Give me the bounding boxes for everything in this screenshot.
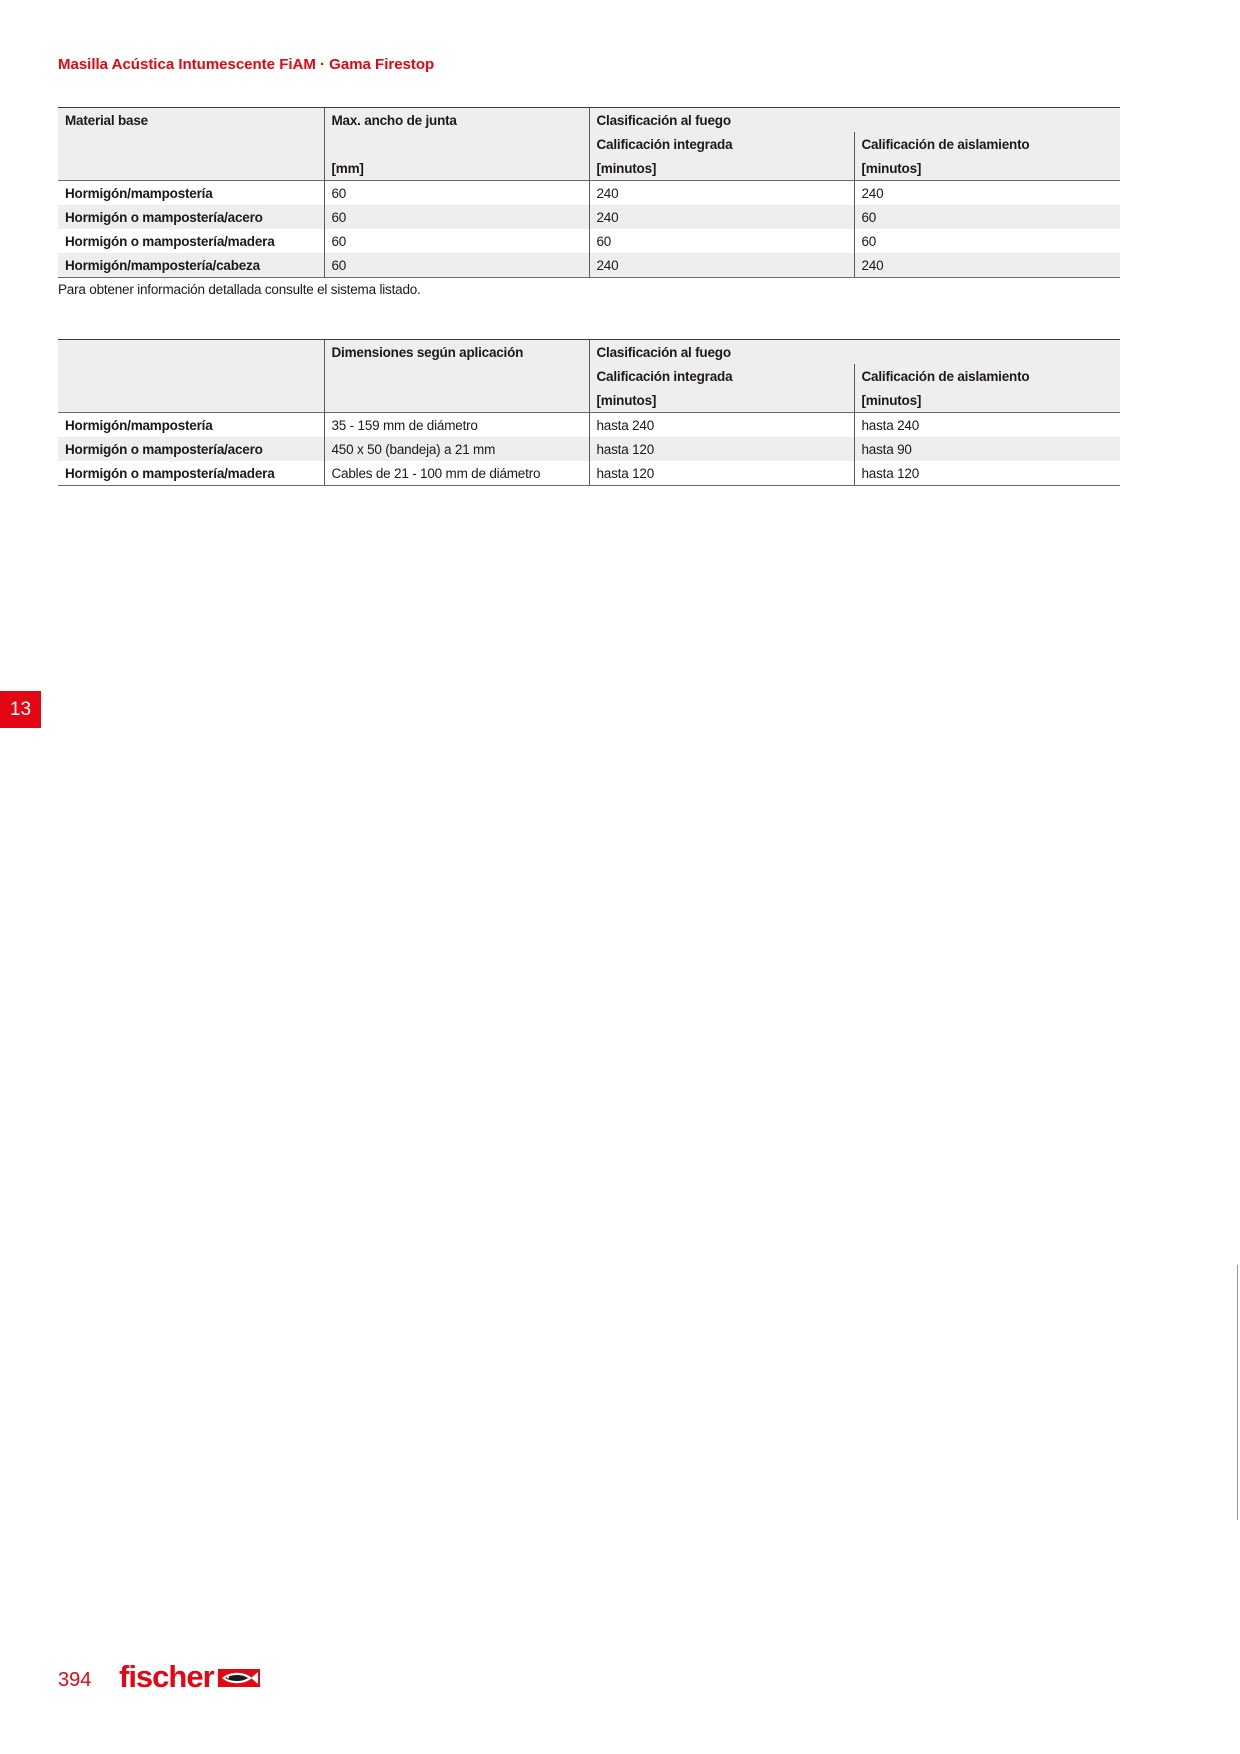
fischer-fish-logo-icon bbox=[218, 1669, 260, 1692]
cell-integrated: hasta 120 bbox=[589, 461, 854, 486]
header-spacer bbox=[58, 156, 324, 181]
cell-material: Hormigón/mampostería bbox=[65, 417, 213, 433]
table-row bbox=[58, 205, 1120, 229]
header-spacer bbox=[58, 364, 324, 388]
table-row bbox=[58, 437, 1120, 461]
cell-integrated: 240 bbox=[589, 253, 854, 278]
column-unit-mm: [mm] bbox=[324, 156, 589, 181]
cell-insulation: 240 bbox=[854, 253, 1120, 278]
header-spacer bbox=[324, 364, 589, 388]
column-header-max-width: Max. ancho de junta bbox=[324, 108, 589, 133]
cell-integrated: 240 bbox=[589, 181, 854, 206]
column-unit-minutes: [minutos] bbox=[854, 156, 1120, 181]
column-group-fire-classification: Clasificación al fuego bbox=[589, 108, 1120, 133]
header-spacer bbox=[58, 388, 324, 413]
column-group-fire-classification: Clasificación al fuego bbox=[589, 340, 1120, 365]
table-row bbox=[58, 413, 1120, 438]
cell-integrated: hasta 120 bbox=[589, 437, 854, 461]
cell-material: Hormigón o mampostería/acero bbox=[58, 437, 324, 461]
cell-dimensions: 450 x 50 (bandeja) a 21 mm bbox=[324, 437, 589, 461]
cell-material: Hormigón o mampostería/acero bbox=[58, 205, 324, 229]
logo-wordmark: fischer bbox=[119, 1659, 214, 1694]
table-row bbox=[58, 461, 1120, 486]
table-row bbox=[58, 253, 1120, 278]
page-number: 394 bbox=[58, 1669, 92, 1691]
cell-insulation: 240 bbox=[854, 181, 1120, 206]
cell-material: Hormigón/mampostería/cabeza bbox=[58, 253, 324, 278]
cell-integrated: hasta 240 bbox=[589, 413, 854, 438]
column-header-insulation-rating: Calificación de aislamiento bbox=[854, 364, 1120, 388]
column-unit-minutes: [minutos] bbox=[589, 388, 854, 413]
column-unit-minutes: [minutos] bbox=[589, 156, 854, 181]
cell-dimensions: Cables de 21 - 100 mm de diámetro bbox=[324, 461, 589, 486]
column-header-insulation-rating: Calificación de aislamiento bbox=[854, 132, 1120, 156]
column-header-integrated-rating: Calificación integrada bbox=[589, 364, 854, 388]
chapter-tab bbox=[0, 691, 41, 728]
page-header-title: Masilla Acústica Intumescente FiAM · Gama Firestop bbox=[58, 56, 435, 73]
cell-max-width: 60 bbox=[324, 181, 589, 206]
fire-rating-joint-table bbox=[58, 107, 1120, 278]
cell-max-width: 60 bbox=[324, 253, 589, 278]
cell-material: Hormigón o mampostería/madera bbox=[65, 233, 275, 249]
cell-insulation: hasta 120 bbox=[854, 461, 1120, 486]
header-spacer bbox=[324, 132, 589, 156]
column-header-material: Material base bbox=[58, 108, 324, 133]
table-footnote: Para obtener información detallada consulte el sistema listado. bbox=[58, 282, 421, 297]
cell-dimensions: 35 - 159 mm de diámetro bbox=[324, 413, 589, 438]
header-spacer bbox=[58, 132, 324, 156]
cell-insulation: hasta 240 bbox=[854, 413, 1120, 438]
cell-max-width: 60 bbox=[324, 229, 589, 253]
cell-insulation: 60 bbox=[854, 205, 1120, 229]
cell-integrated: 60 bbox=[589, 229, 854, 253]
table-row bbox=[58, 229, 1120, 253]
fire-rating-application-table bbox=[58, 339, 1120, 486]
table-row bbox=[58, 181, 1120, 206]
column-header-integrated-rating: Calificación integrada bbox=[589, 132, 854, 156]
header-spacer bbox=[324, 388, 589, 413]
cell-integrated: 240 bbox=[589, 205, 854, 229]
cell-max-width: 60 bbox=[324, 205, 589, 229]
column-header-dimensions: Dimensiones según aplicación bbox=[324, 340, 589, 365]
cell-material: Hormigón/mampostería bbox=[65, 185, 213, 201]
chapter-number: 13 bbox=[9, 698, 32, 720]
cell-material: Hormigón o mampostería/madera bbox=[58, 461, 324, 486]
margin-divider bbox=[1237, 1265, 1238, 1520]
cell-insulation: hasta 90 bbox=[854, 437, 1120, 461]
cell-insulation: 60 bbox=[854, 229, 1120, 253]
column-header-material bbox=[58, 340, 324, 365]
column-unit-minutes: [minutos] bbox=[854, 388, 1120, 413]
fischer-logo bbox=[119, 1660, 260, 1694]
